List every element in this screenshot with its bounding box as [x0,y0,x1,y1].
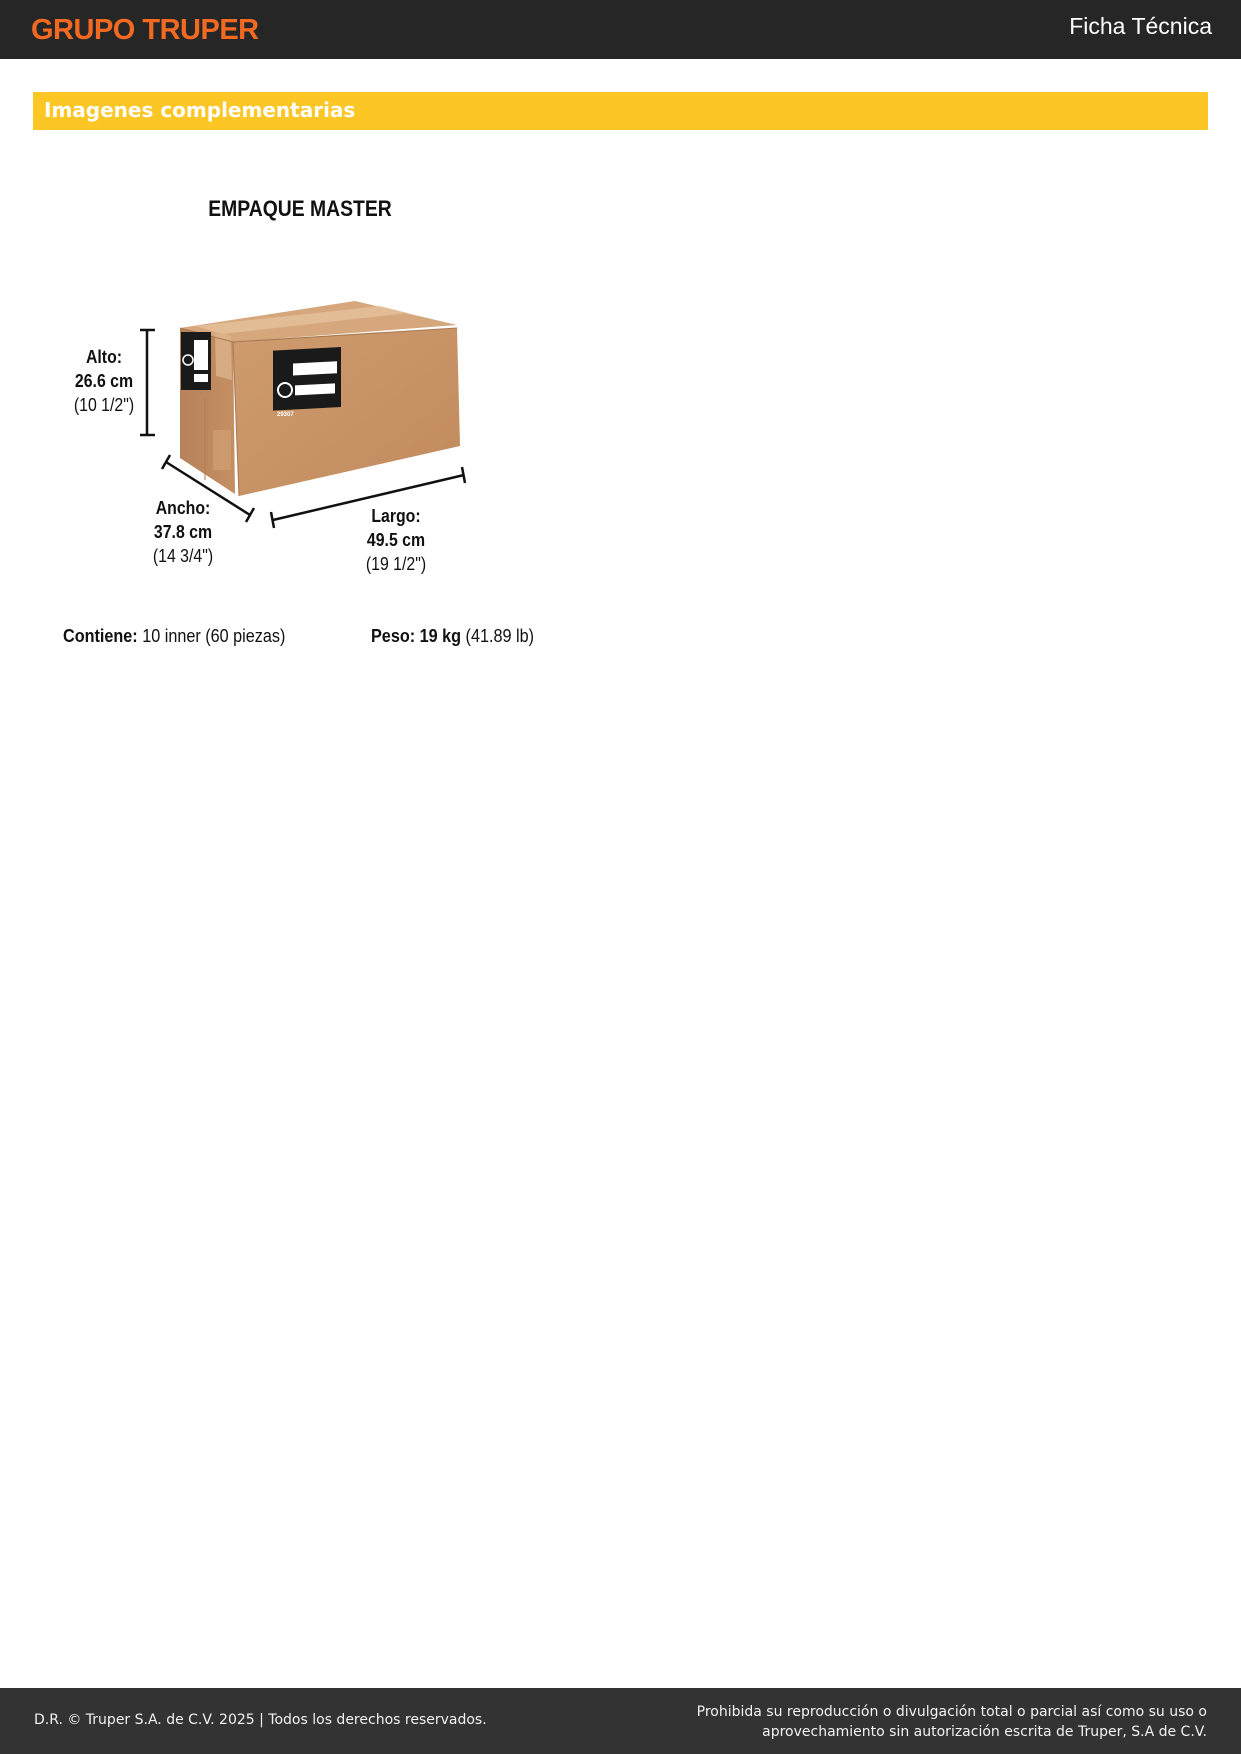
grupo-truper-logo: GRUPO TRUPER [31,14,259,46]
legal-notice [647,1702,1207,1742]
box-side-label [181,332,211,390]
legal-notice-line-1: Prohibida su reproducción o divulgación total o parcial así como su uso o [696,1704,1207,1720]
section-title: Imagenes complementarias [44,98,356,122]
section-header [33,92,1208,130]
dimension-ancho [143,496,224,568]
ancho-metric: 37.8 cm [153,522,213,542]
header-bar [0,0,1241,59]
largo-label: Largo: [371,506,421,526]
legal-notice-line-2: aprovechamiento sin autorización escrita de Truper, S.A de C.V. [762,1724,1207,1740]
figure-title: EMPAQUE MASTER [208,196,392,221]
dimension-alto [64,345,145,417]
document-title: Ficha Técnica [1069,13,1212,39]
ancho-imperial: (14 3/4") [152,546,214,566]
alto-label: Alto: [85,347,123,367]
largo-metric: 49.5 cm [366,530,426,550]
contents-info [63,626,285,647]
alto-metric: 26.6 cm [74,371,134,391]
box-label-brand: PRETUL [297,368,325,375]
peso-label: Peso: 19 kg [371,626,462,646]
peso-value: (41.89 lb) [461,626,534,646]
box-label-code: 29307 [277,412,294,418]
dimension-largo [356,504,437,576]
contiene-value: 10 inner (60 piezas) [137,626,286,646]
box-front-face [233,328,460,496]
ancho-label: Ancho: [155,498,211,518]
contiene-label: Contiene: [63,626,138,646]
alto-imperial: (10 1/2") [73,395,135,415]
weight-info [371,626,534,647]
largo-imperial: (19 1/2") [365,554,427,574]
box-product-label [273,347,341,418]
footer-bar [0,1688,1241,1754]
copyright-text: D.R. © Truper S.A. de C.V. 2025 | Todos los derechos reservados. [34,1712,487,1728]
